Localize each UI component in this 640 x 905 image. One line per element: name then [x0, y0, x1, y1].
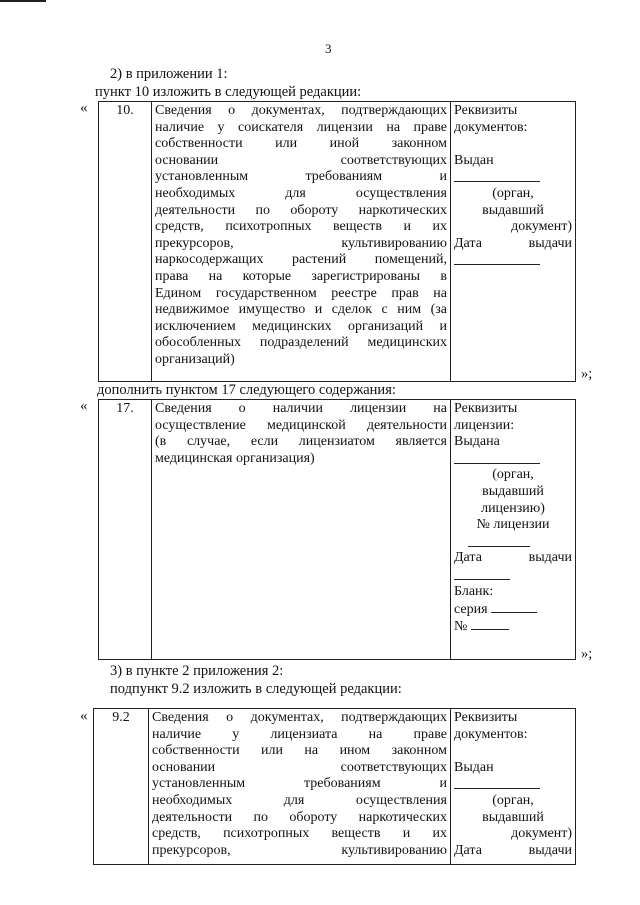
close-quote: »;	[581, 366, 593, 382]
blank-line	[491, 600, 537, 613]
item-17-table	[98, 399, 576, 660]
section-add-heading: дополнить пунктом 17 следующего содержания:	[97, 382, 396, 398]
blank-line	[471, 617, 509, 630]
item-number: 10.	[99, 102, 152, 382]
blank-line	[454, 451, 540, 464]
section-2-subheading: пункт 10 изложить в следующей редакции:	[95, 84, 362, 100]
blank-line	[454, 776, 540, 789]
blank-line	[454, 169, 540, 182]
corner-mark	[0, 0, 46, 2]
page-number: 3	[325, 41, 332, 56]
item-description: Сведения о документах, подтверждающих наличие у соискателя лицензии на праве собственности или иной законном основании соответствующих установленным требованиям и необходимых для осуществления деятельности по обороту наркотических средств, психотропных веществ и их прекурсоров, культивированию наркосодержащих растений помещений, права на которые зарегистрированы в Едином государственном реестре прав на недвижимое имущество и сделок с ним (за исключением медицинских организаций и обособленных подразделений медицинских организаций)	[152, 102, 451, 382]
section-3-subheading: подпункт 9.2 изложить в следующей редакции:	[110, 681, 402, 697]
item-requisites: Реквизиты лицензии: Выдана (орган, выдавший лицензию) № лицензии Дата выдачи Бланк: серия №	[451, 400, 576, 660]
blank-line	[454, 567, 510, 580]
open-quote: «	[80, 398, 88, 414]
item-10-table	[98, 101, 576, 382]
blank-line	[468, 534, 530, 547]
item-requisites: Реквизиты документов: Выдан (орган, выдавший документ) Дата выдачи	[451, 709, 576, 865]
item-number: 9.2	[94, 709, 149, 865]
item-description: Сведения о наличии лицензии на осуществление медицинской деятельности (в случае, если лицензиатом является медицинская организация)	[152, 400, 451, 660]
close-quote: »;	[581, 646, 593, 662]
item-number: 17.	[99, 400, 152, 660]
item-9-2-table	[93, 708, 576, 865]
blank-line	[454, 252, 540, 265]
open-quote: «	[80, 100, 88, 116]
open-quote: «	[80, 708, 88, 724]
section-3-heading: 3) в пункте 2 приложения 2:	[110, 663, 284, 679]
section-2-heading: 2) в приложении 1:	[110, 66, 228, 82]
item-requisites: Реквизиты документов: Выдан (орган, выдавший документ) Дата выдачи	[451, 102, 576, 382]
item-description: Сведения о документах, подтверждающих наличие у лицензиата на праве собственности или на ином законном основании соответствующих установленным требованиям и необходимых для осуществления деятельности по обороту наркотических средств, психотропных веществ и их прекурсоров, культивированию	[149, 709, 451, 865]
